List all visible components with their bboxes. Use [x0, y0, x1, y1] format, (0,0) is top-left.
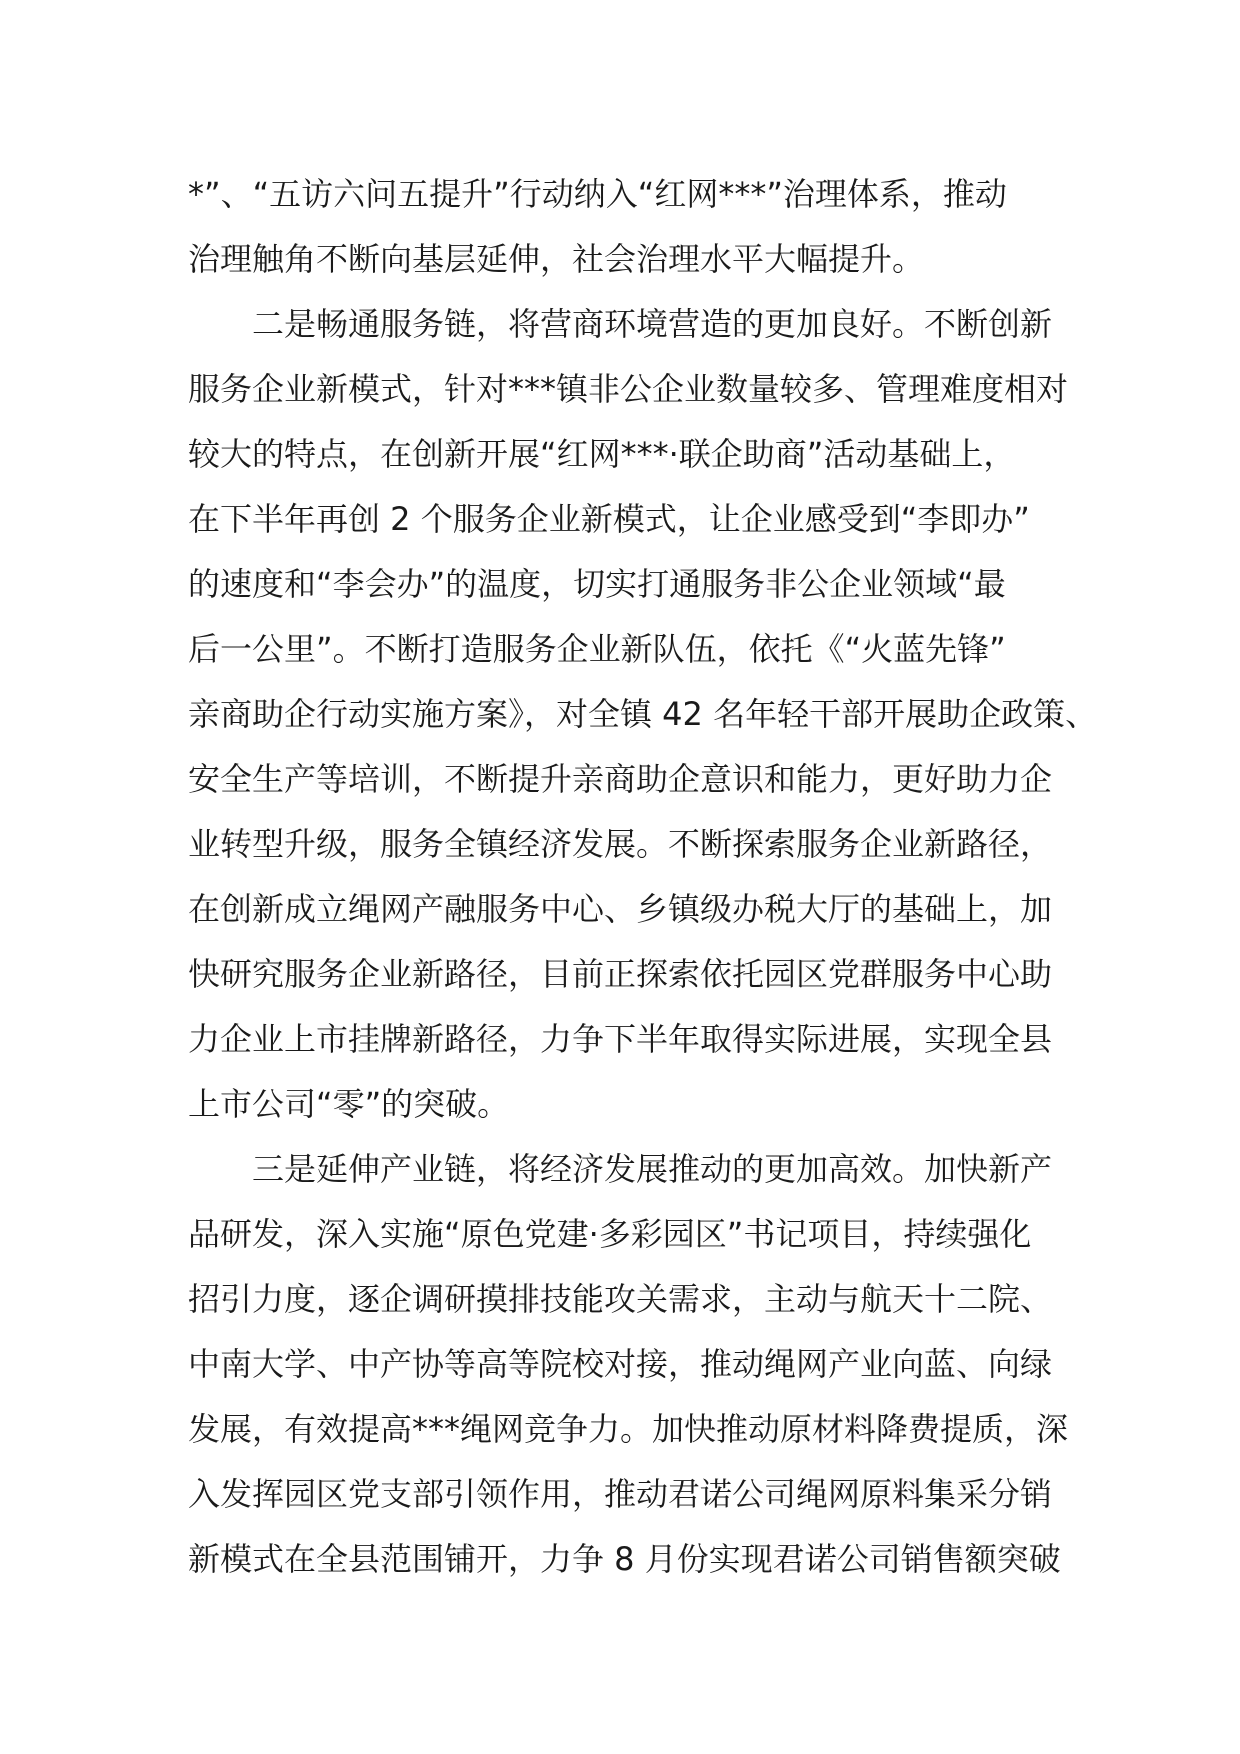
- text-line: 服务企业新模式，针对***镇非公企业数量较多、管理难度相对: [188, 370, 1069, 408]
- text-line: 安全生产等培训，不断提升亲商助企意识和能力，更好助力企: [188, 760, 1053, 798]
- text-line: 亲商助企行动实施方案》，对全镇 42 名年轻干部开展助企政策、: [188, 695, 1098, 733]
- text-line: 上市公司“零”的突破。: [188, 1085, 510, 1123]
- text-line: 的速度和“李会办”的温度，切实打通服务非公企业领域“最: [188, 565, 1006, 603]
- text-line: 后一公里”。不断打造服务企业新队伍，依托《“火蓝先锋”: [188, 630, 1006, 668]
- text-line: 治理触角不断向基层延伸，社会治理水平大幅提升。: [188, 240, 925, 278]
- text-line: 三是延伸产业链，将经济发展推动的更加高效。加快新产: [252, 1150, 1053, 1188]
- paragraph-1: [188, 162, 1068, 292]
- text-line: 业转型升级，服务全镇经济发展。不断探索服务企业新路径，: [188, 825, 1053, 863]
- text-line: 在下半年再创 2 个服务企业新模式，让企业感受到“李即办”: [188, 500, 1030, 538]
- text-line: 力企业上市挂牌新路径，力争下半年取得实际进展，实现全县: [188, 1020, 1053, 1058]
- text-line: 招引力度，逐企调研摸排技能攻关需求，主动与航天十二院、: [188, 1280, 1053, 1318]
- paragraph-3: [188, 1137, 1068, 1592]
- text-line: 品研发，深入实施“原色党建·多彩园区”书记项目，持续强化: [188, 1215, 1032, 1253]
- text-line: 二是畅通服务链，将营商环境营造的更加良好。不断创新: [252, 305, 1053, 343]
- text-line: 新模式在全县范围铺开，力争 8 月份实现君诺公司销售额突破: [188, 1540, 1061, 1578]
- text-line: 较大的特点，在创新开展“红网***·联企助商”活动基础上，: [188, 435, 1016, 473]
- document-body: [188, 162, 1098, 1592]
- paragraph-2: [188, 292, 1098, 1137]
- text-line: 中南大学、中产协等高等院校对接，推动绳网产业向蓝、向绿: [188, 1345, 1053, 1383]
- text-line: 发展，有效提高***绳网竞争力。加快推动原材料降费提质，深: [188, 1410, 1069, 1448]
- text-line: *”、“五访六问五提升”行动纳入“红网***”治理体系，推动: [188, 175, 1007, 213]
- text-line: 入发挥园区党支部引领作用，推动君诺公司绳网原料集采分销: [188, 1475, 1053, 1513]
- text-line: 快研究服务企业新路径，目前正探索依托园区党群服务中心助: [188, 955, 1053, 993]
- text-line: 在创新成立绳网产融服务中心、乡镇级办税大厅的基础上，加: [188, 890, 1053, 928]
